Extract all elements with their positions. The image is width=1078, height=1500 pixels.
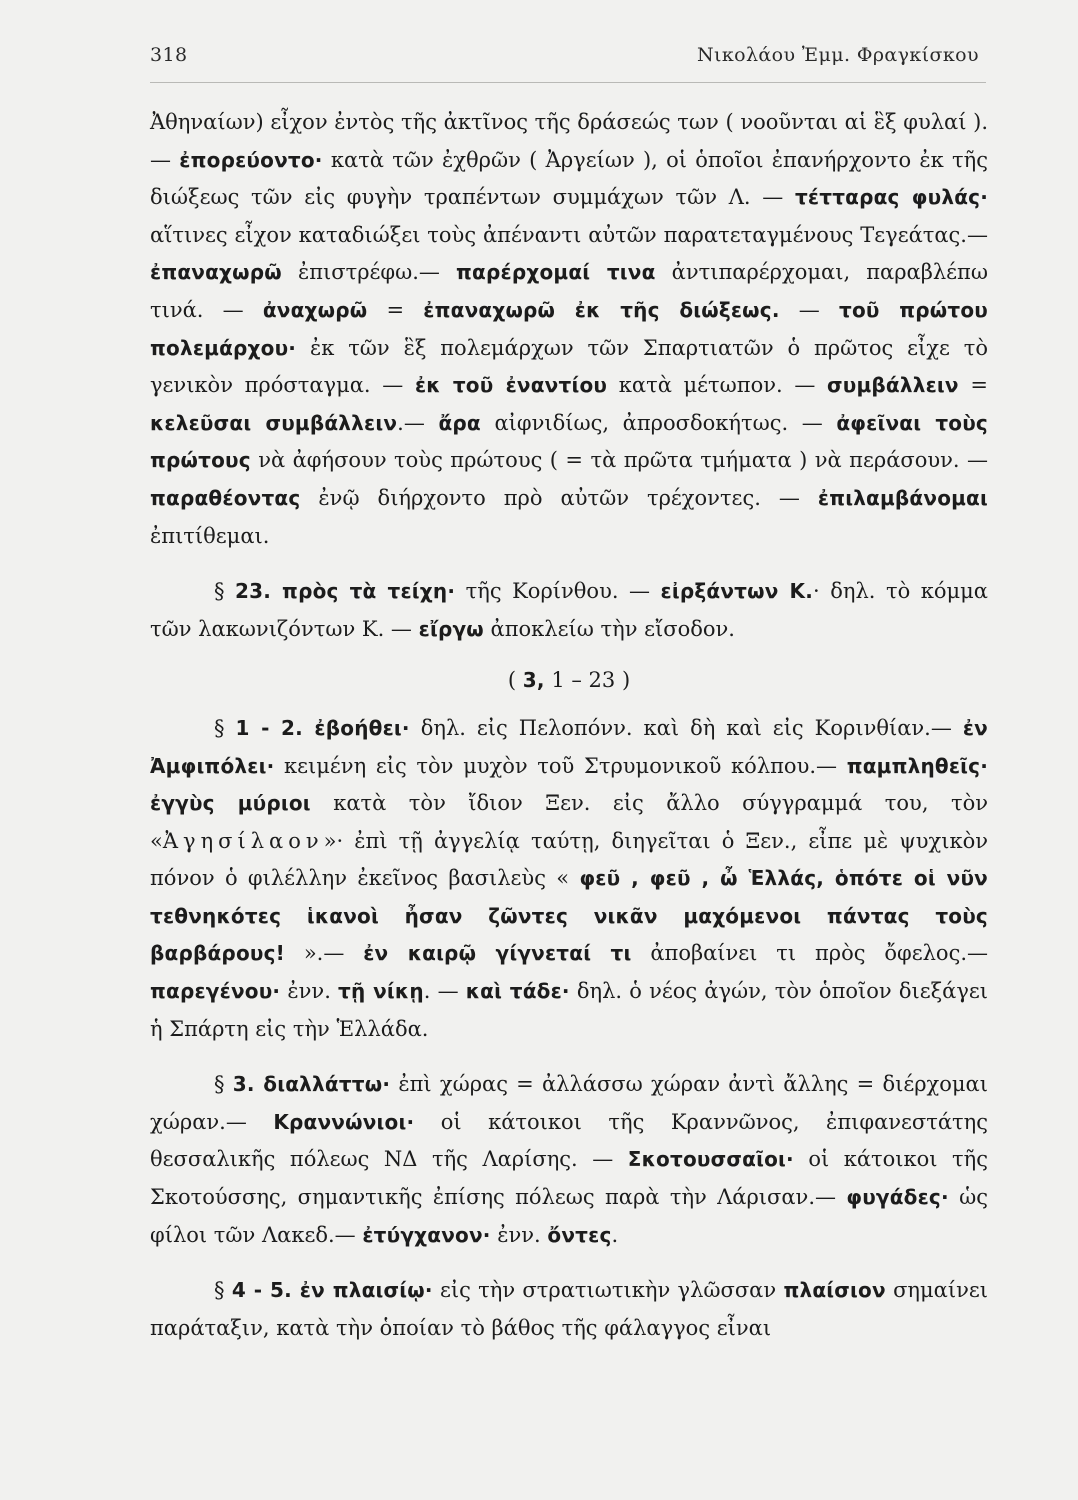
gloss-text: =	[367, 297, 424, 322]
commentary-paragraph	[150, 104, 988, 555]
lemma-term: πλαίσιον	[783, 1278, 886, 1303]
page-number: 318	[150, 44, 188, 66]
lemma-term: τῇ νίκῃ	[338, 979, 424, 1004]
gloss-text: §	[214, 579, 236, 604]
lemma-term: ἐπαναχωρῶ ἐκ τῆς διώξεως.	[423, 297, 780, 322]
gloss-text: κατὰ μέτωπον. —	[607, 373, 828, 398]
gloss-text: ἐπὶ χώρας = ἀλλάσσω χώραν ἀντὶ ἄλλης = διέρχομαι χώραν.—	[150, 1072, 988, 1134]
gloss-text: ἐνν.	[280, 979, 339, 1004]
gloss-text: »· ἐπὶ τῇ ἀγγελίᾳ ταύτῃ, διηγεῖται ὁ Ξεν., εἶπε μὲ ψυχικὸν πόνον ὁ φιλέλλην ἐκεῖνος βασιλεὺς «	[150, 828, 988, 891]
gloss-text: ἀντιπαρέρχομαι, παραβλέπω τινά. —	[150, 260, 988, 322]
gloss-text: ».—	[284, 941, 364, 966]
lemma-term: κελεῦσαι συμβάλλειν	[150, 410, 398, 435]
gloss-text: οἱ κάτοικοι τῆς Κραννῶνος, ἐπιφανεστάτης θεσσαλικῆς πόλεως ΝΔ τῆς Λαρίσης. —	[150, 1109, 988, 1172]
gloss-text: ἐκ τῶν ἓξ πολεμάρχων τῶν Σπαρτιατῶν ὁ πρῶτος εἶχε τὸ γενικὸν πρόσταγμα. —	[150, 335, 988, 398]
running-head: Νικολάου Ἐμμ. Φραγκίσκου	[697, 44, 979, 66]
lemma-term: ἐπαναχωρῶ	[150, 260, 282, 285]
spaced-title: Ἀγησίλαον	[162, 828, 324, 853]
gloss-text: §	[214, 1278, 232, 1303]
lemma-term: ἐκ τοῦ ἐναντίου	[414, 373, 608, 398]
gloss-text: .	[611, 1222, 619, 1247]
lemma-term: ὄντες	[547, 1222, 612, 1247]
page-body	[150, 104, 988, 1347]
gloss-text: δηλ. ὁ νέος ἀγών, τὸν ὁποῖον διεξάγει ἡ Σπάρτη εἰς τὴν Ἑλλάδα.	[150, 979, 988, 1041]
lemma-term: φυγάδες·	[846, 1185, 949, 1210]
section-paragraph-4-5	[150, 1272, 988, 1347]
gloss-text: εἰς τὴν στρατιωτικὴν γλῶσσαν	[432, 1278, 784, 1303]
gloss-text: . —	[423, 979, 466, 1004]
lemma-term: παρέρχομαί τινα	[456, 260, 656, 285]
gloss-text: οἱ κάτοικοι τῆς Σκοτούσσης, σημαντικῆς ἐπίσης πόλεως παρὰ τὴν Λάρισαν.—	[150, 1147, 988, 1210]
gloss-text: ἀποβαίνει τι πρὸς ὄφελος.—	[631, 941, 989, 966]
gloss-text: ἐπιτίθεμαι.	[150, 523, 270, 548]
gloss-text: .—	[397, 410, 439, 435]
gloss-text: κατὰ τὸν ἴδιον Ξεν. εἰς ἄλλο σύγγραμμά του, τὸν «	[150, 791, 988, 853]
gloss-text: §	[214, 715, 236, 740]
header-rule	[150, 82, 986, 83]
gloss-text: δηλ. εἰς Πελοπόνν. καὶ δὴ καὶ εἰς Κορινθίαν.—	[409, 715, 963, 740]
lemma-term: 3,	[522, 668, 545, 693]
lemma-term: παραθέοντας	[150, 485, 301, 510]
lemma-term: εἰρξάντων Κ.	[660, 579, 814, 604]
section-paragraph-1-2	[150, 710, 988, 1048]
lemma-term: τοῦ πρώτου πολεμάρχου·	[150, 297, 988, 360]
lemma-term: παμπληθεῖς· ἐγγὺς μύριοι	[150, 753, 988, 816]
lemma-term: τέτταρας φυλάς·	[794, 185, 988, 210]
gloss-text: (	[507, 668, 523, 693]
section-paragraph-23	[150, 573, 988, 648]
gloss-text: ἀποκλείω τὴν εἴσοδον.	[483, 616, 735, 641]
lemma-term: 23. πρὸς τὰ τείχη·	[235, 579, 456, 604]
lemma-term: 4 - 5. ἐν πλαισίῳ·	[231, 1278, 433, 1303]
gloss-text: —	[779, 297, 839, 322]
lemma-term: ἀναχωρῶ	[262, 297, 368, 322]
lemma-term: ἐπορεύοντο·	[179, 147, 323, 172]
gloss-text: 1 – 23 )	[544, 668, 631, 693]
gloss-text: Ἀθηναίων) εἶχον ἐντὸς τῆς ἀκτῖνος τῆς δράσεώς των ( νοοῦνται αἱ ἓξ φυλαί ).—	[150, 110, 988, 172]
gloss-text: ὡς φίλοι τῶν Λακεδ.—	[150, 1185, 989, 1247]
lemma-term: ἐτύγχανον·	[362, 1222, 491, 1247]
lemma-term: ἐν καιρῷ γίγνεταί τι	[363, 941, 632, 966]
gloss-text: αἵτινες εἶχον καταδιώξει τοὺς ἀπέναντι αὐτῶν παρατεταγμένους Τεγεάτας.—	[150, 222, 988, 247]
gloss-text: · δηλ. τὸ κόμμα τῶν λακωνιζόντων Κ. —	[150, 579, 988, 641]
lemma-term: παρεγένου·	[150, 979, 281, 1004]
gloss-text: ἐπιστρέφω.—	[281, 260, 457, 285]
lemma-term: εἴργω	[418, 616, 484, 641]
lemma-term: ἀφεῖναι τοὺς πρώτους	[150, 410, 988, 473]
gloss-text: τῆς Κορίνθου. —	[455, 579, 661, 604]
lemma-term: 1 - 2. ἐβοήθει·	[235, 715, 410, 740]
lemma-term: φεῦ , φεῦ , ὦ Ἑλλάς, ὁπότε οἱ νῦν τεθνηκότες ἱκανοὶ ἦσαν ζῶντες νικᾶν μαχόμενοι πάντας τοὺς βαρβάρους!	[150, 866, 988, 966]
lemma-term: καὶ τάδε·	[465, 979, 570, 1004]
lemma-term: συμβάλλειν	[827, 373, 959, 398]
lemma-term: Κραννώνιοι·	[273, 1109, 415, 1134]
gloss-text: νὰ ἀφήσουν τοὺς πρώτους ( = τὰ πρῶτα τμήματα ) νὰ περάσουν. —	[250, 448, 988, 473]
gloss-text: ἐνῷ διήρχοντο πρὸ αὐτῶν τρέχοντες. —	[300, 485, 818, 510]
gloss-text: σημαίνει παράταξιν, κατὰ τὴν ὁποίαν τὸ βάθος τῆς φάλαγγος εἶναι	[150, 1278, 988, 1340]
gloss-text: §	[214, 1072, 233, 1097]
gloss-text: κατὰ τῶν ἐχθρῶν ( Ἀργείων ), οἱ ὁποῖοι ἐπανήρχοντο ἐκ τῆς διώξεως τῶν εἰς φυγὴν τραπέντων συμμάχων τῶν Λ. —	[150, 147, 988, 210]
gloss-text: =	[958, 373, 988, 398]
gloss-text: ἐνν.	[490, 1222, 548, 1247]
lemma-term: ἐν Ἀμφιπόλει·	[150, 715, 988, 778]
gloss-text: αἰφνιδίως, ἀπροσδοκήτως. —	[480, 410, 837, 435]
lemma-term: 3. διαλλάττω·	[232, 1072, 391, 1097]
chapter-reference	[150, 662, 988, 700]
section-paragraph-3	[150, 1066, 988, 1254]
gloss-text: κειμένη εἰς τὸν μυχὸν τοῦ Στρυμονικοῦ κόλπου.—	[274, 753, 847, 778]
lemma-term: ἐπιλαμβάνομαι	[817, 485, 988, 510]
lemma-term: ἄρα	[438, 410, 481, 435]
lemma-term: Σκοτουσσαῖοι·	[627, 1147, 794, 1172]
